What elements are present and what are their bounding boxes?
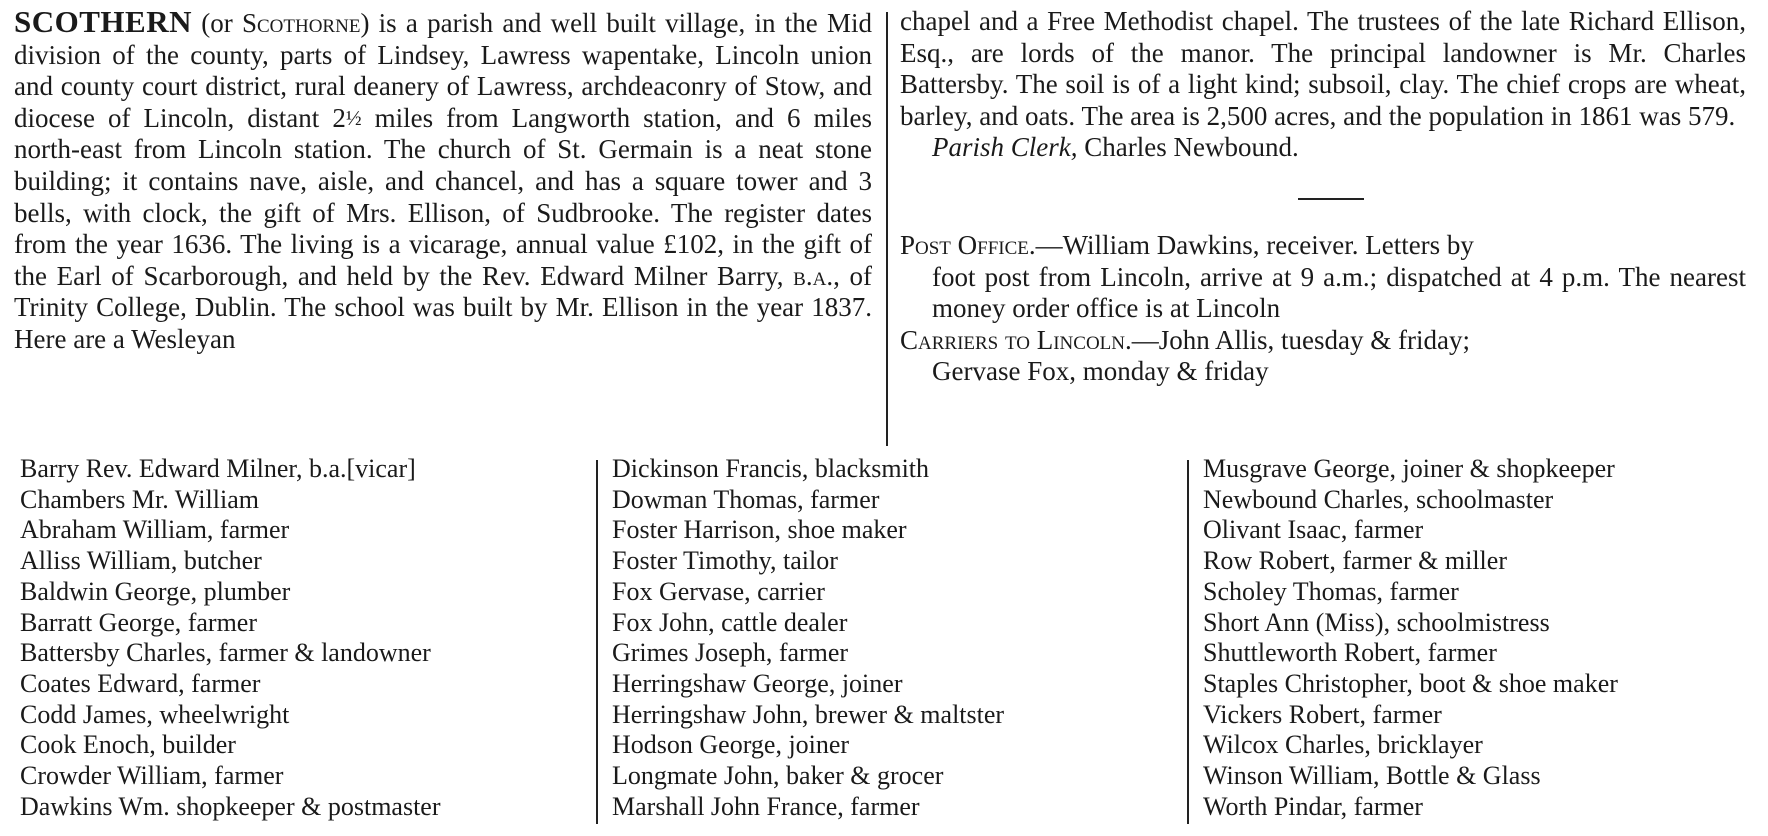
directory-entry: Vickers Robert, farmer [1203, 699, 1442, 729]
post-office-text-2: foot post from Lincoln, arrive at 9 a.m.; dispatched at 4 p.m. The nearest money order office is at Lincoln [932, 261, 1746, 324]
directory-entry: Olivant Isaac, farmer [1203, 515, 1424, 545]
section-divider-rule [1298, 198, 1364, 200]
carriers-text-2: Gervase Fox, monday & friday [932, 356, 1269, 387]
directory-column-2 [612, 454, 1004, 822]
description-text-b: miles from Langworth station, and 6 miles north-east from Lincoln station. The church of St. Germain is a neat stone building; it contains nave, aisle, and chancel, and has a square tower and 3 bells, with clock, the gift of Mrs. Ellison, of Sudbrooke. The register dates from the year 1636. The living is a vicarage, annual value £102, in the gift of the Earl of Scarborough, and held by the Rev. Edward Milner Barry, [14, 102, 872, 291]
parish-description-left [14, 6, 872, 356]
directory-entry: Shuttleworth Robert, farmer [1203, 638, 1497, 668]
directory-entry: Newbound Charles, schoolmaster [1203, 484, 1554, 514]
alt-name-open: (or [201, 8, 242, 38]
degree-abbrev: b.a. [793, 260, 834, 291]
directory-entry: Coates Edward, farmer [20, 668, 261, 698]
directory-entry: Staples Christopher, boot & shoe maker [1203, 668, 1618, 698]
description-continued: chapel and a Free Methodist chapel. The trustees of the late Richard Ellison, Esq., are lords of the manor. The principal landowner is Mr. Charles Battersby. The soil is of a light kind; subsoil, clay. The chief crops are wheat, barley, and oats. The area is 2,500 acres, and the population in 1861 was 579. [900, 6, 1746, 131]
directory-entry: Scholey Thomas, farmer [1203, 576, 1459, 606]
directory-entry: Barratt George, farmer [20, 607, 258, 637]
directory-entry: Battersby Charles, farmer & landowner [20, 638, 431, 668]
carriers-text-1: —John Allis, tuesday & friday; [1131, 324, 1470, 355]
directory-entry: Abraham William, farmer [20, 515, 290, 545]
directory-entry: Cook Enoch, builder [20, 730, 236, 760]
column-divider-2 [1187, 460, 1189, 824]
directory-entry: Winson William, Bottle & Glass [1203, 761, 1541, 791]
parish-clerk-line [900, 132, 1746, 164]
directory-entry: Fox John, cattle dealer [612, 607, 848, 637]
parish-description-paragraph [14, 6, 872, 356]
directory-entry: Codd James, wheelwright [20, 699, 290, 729]
directory-entry: Foster Harrison, shoe maker [612, 515, 907, 545]
directory-entry: Dawkins Wm. shopkeeper & postmaster [20, 791, 441, 821]
directory-entry: Row Robert, farmer & miller [1203, 546, 1507, 576]
directory-entry: Herringshaw John, brewer & maltster [612, 699, 1005, 729]
directory-column-1 [20, 454, 441, 822]
directory-entry: Crowder William, farmer [20, 761, 284, 791]
carriers-entry [900, 325, 1746, 388]
directory-entry: Foster Timothy, tailor [612, 546, 838, 576]
directory-entry: Barry Rev. Edward Milner, b.a.[vicar] [20, 454, 416, 483]
directory-entry: Longmate John, baker & grocer [612, 761, 944, 791]
column-divider-top [886, 12, 888, 446]
carriers-label: Carriers to Lincoln. [900, 324, 1132, 355]
directory-entry: Musgrave George, joiner & shopkeeper [1203, 454, 1615, 483]
directory-entry: Worth Pindar, farmer [1203, 791, 1423, 821]
directory-entry: Herringshaw George, joiner [612, 668, 903, 698]
description-text-a: is a parish and well built village, in the Mid division of the county, parts of Lindsey, Lawress wapentake, Lincoln union and county court district, rural deanery of Lawress, archdeaconry of Stow, and diocese of Lincoln, distant 2 [14, 8, 873, 133]
directory-entry: Wilcox Charles, bricklayer [1203, 730, 1483, 760]
clerk-name: Charles Newbound. [1077, 132, 1299, 163]
directory-entry: Hodson George, joiner [612, 730, 850, 760]
directory-entry: Short Ann (Miss), schoolmistress [1203, 607, 1550, 637]
parish-heading: SCOTHERN [14, 4, 192, 39]
post-office-entry [900, 230, 1746, 325]
directory-column-3 [1203, 454, 1618, 822]
directory-entry: Dickinson Francis, blacksmith [612, 454, 930, 483]
directory-entry: Dowman Thomas, farmer [612, 484, 880, 514]
distance-fraction: ½ [345, 105, 362, 130]
description-text-c: , of Trinity College, Dublin. The school was built by Mr. Ellison in the year 1837. Here are a Wesleyan [14, 260, 872, 354]
directory-entry: Chambers Mr. William [20, 484, 259, 514]
directory-entry: Alliss William, butcher [20, 546, 262, 576]
directory-entry: Fox Gervase, carrier [612, 576, 825, 606]
alt-name: Scothorne [241, 8, 361, 38]
directory-entry: Baldwin George, plumber [20, 576, 291, 606]
column-divider-1 [596, 460, 598, 824]
post-office-text-1: —William Dawkins, receiver. Letters by [1035, 229, 1474, 260]
alt-name-close: ) [360, 8, 370, 38]
directory-entry: Marshall John France, farmer [612, 791, 920, 821]
directory-entry: Grimes Joseph, farmer [612, 638, 849, 668]
post-office-label: Post Office. [900, 229, 1036, 260]
clerk-title: Parish Clerk, [932, 132, 1078, 163]
parish-description-right [900, 6, 1746, 388]
